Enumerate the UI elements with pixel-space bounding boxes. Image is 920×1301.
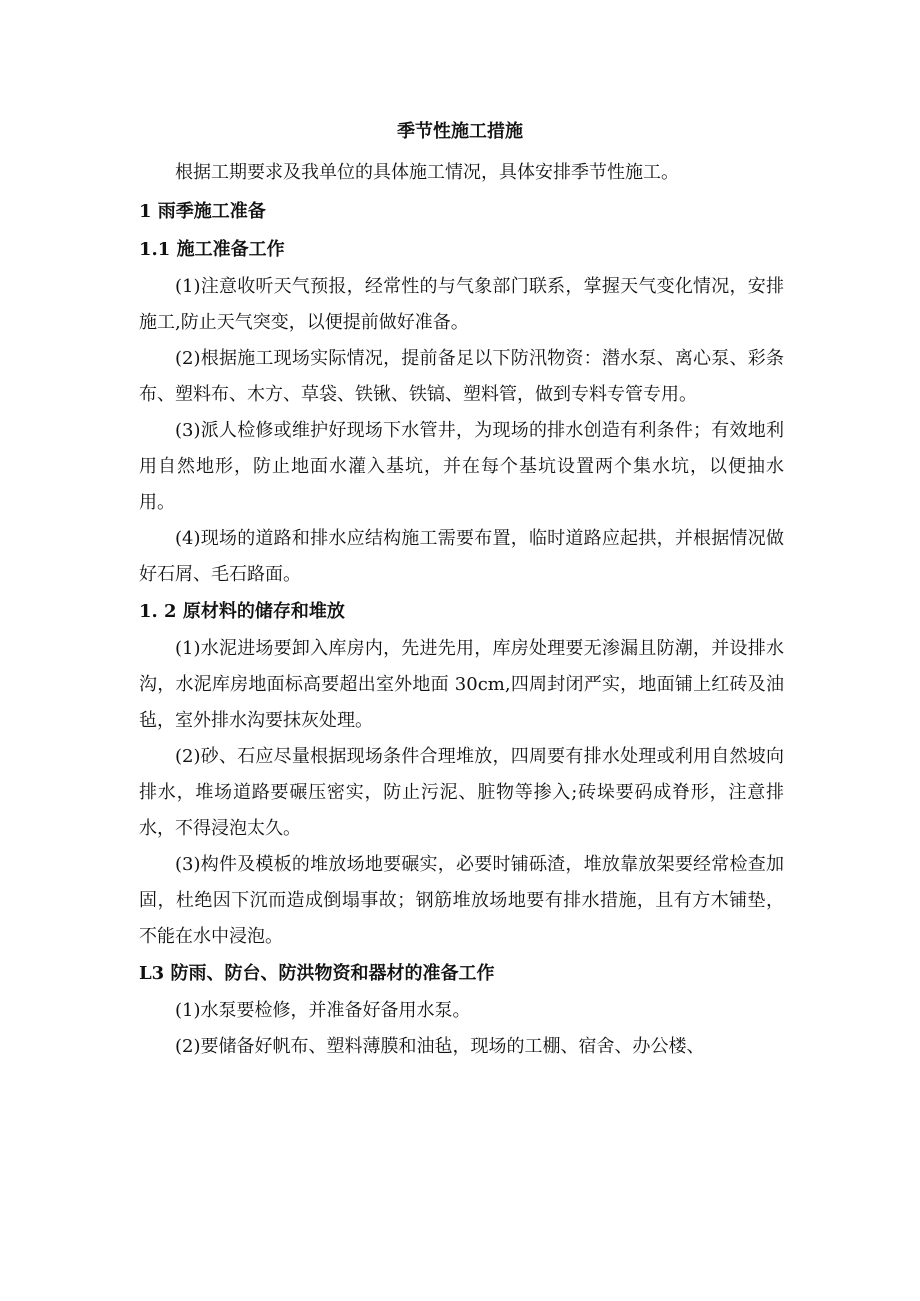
section-1-2-item-2: (2)砂、石应尽量根据现场条件合理堆放，四周要有排水处理或利用自然坡向排水，堆场道路要碾压密实，防止污泥、脏物等掺入;砖垛要码成脊形，注意排水，不得浸泡太久。 (139, 746, 784, 839)
section-1-heading: 1 雨季施工准备 (139, 201, 266, 222)
section-1-3-item-2: (2)要储备好帆布、塑料薄膜和油毡，现场的工棚、宿舍、办公楼、 (175, 1036, 705, 1057)
section-1-3-heading: L3 防雨、防台、防洪物资和器材的准备工作 (139, 963, 495, 984)
section-1-1-item-4: (4)现场的道路和排水应结构施工需要布置，临时道路应起拱，并根据情况做好石屑、毛石路面。 (139, 528, 784, 585)
section-1-3-item-1: (1)水泵要检修，并准备好备用水泵。 (175, 1000, 471, 1021)
intro-paragraph: 根据工期要求及我单位的具体施工情况，具体安排季节性施工。 (175, 162, 679, 183)
section-1-2-heading: 1. 2 原材料的储存和堆放 (139, 601, 345, 622)
section-1-2-item-3: (3)构件及模板的堆放场地要碾实，必要时铺砾渣，堆放靠放架要经常检查加固，杜绝因下沉而造成倒塌事故；钢筋堆放场地要有排水措施，且有方木铺垫，不能在水中浸泡。 (139, 854, 784, 947)
page-title: 季节性施工措施 (397, 121, 523, 142)
section-1-1-item-1: (1)注意收听天气预报，经常性的与气象部门联系，掌握天气变化情况，安排施工,防止天气突变，以便提前做好准备。 (139, 276, 784, 333)
section-1-1-heading: 1.1 施工准备工作 (139, 239, 285, 260)
section-1-1-item-2: (2)根据施工现场实际情况，提前备足以下防汛物资：潜水泵、离心泵、彩条布、塑料布、木方、草袋、铁锹、铁镐、塑料管，做到专料专管专用。 (139, 348, 784, 405)
section-1-2-item-1: (1)水泥进场要卸入库房内，先进先用，库房处理要无渗漏且防潮，并设排水沟，水泥库房地面标高要超出室外地面 30cm,四周封闭严实，地面铺上红砖及油毡，室外排水沟要抹灰处理。 (139, 638, 784, 731)
document-body (139, 155, 784, 1065)
section-1-1-item-3: (3)派人检修或维护好现场下水管井，为现场的排水创造有利条件；有效地利用自然地形，防止地面水灌入基坑，并在每个基坑设置两个集水坑，以便抽水用。 (139, 420, 784, 513)
